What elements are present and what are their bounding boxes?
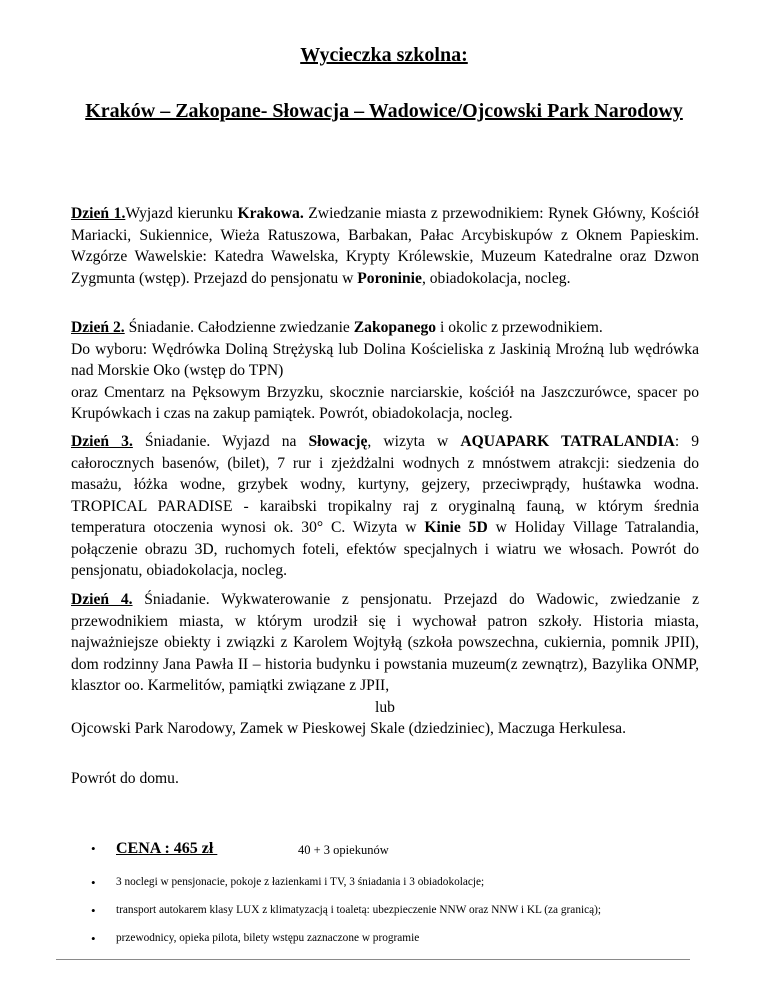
includes-item: 3 noclegi w pensjonacie, pokoje z łazienkami i TV, 3 śniadania i 3 obiadokolacje; [116, 876, 485, 888]
day-4-paragraph [71, 589, 699, 740]
day-2-extra: oraz Cmentarz na Pęksowym Brzyzku, skocznie narciarskie, kościół na Jaszczurówce, spacer po Krupówkach i czas na zakup pamiątek. Powrót, obiadokolacja, nocleg. [71, 383, 699, 422]
day-3-paragraph [71, 431, 699, 582]
day-2-options: Do wyboru: Wędrówka Doliną Strężyską lub Dolina Kościeliska z Jaskinią Mroźną lub wędrówka nad Morskie Oko (wstęp do TPN) [71, 340, 699, 379]
day-4-alternative: Ojcowski Park Narodowy, Zamek w Pieskowej Skale (dziedziniec), Maczuga Herkulesa. [71, 720, 626, 737]
return-home: Powrót do domu. [71, 770, 179, 787]
price: CENA : 465 zł [116, 840, 218, 857]
bottom-divider [56, 959, 690, 960]
day-1-paragraph [71, 203, 699, 289]
document-title: Wycieczka szkolna: [300, 44, 468, 66]
day-4-label: Dzień 4. [71, 591, 133, 608]
day-1-text-2: Zwiedzanie miasta z przewodnikiem: Rynek Główny, Kościół Mariacki, Sukiennice, Wieża Ratuszowa, Barbakan, Pałac Arcybiskupów z Oknem Papieskim. Wzgórze Wawelskie: Katedra Wawelska, Krypty Królewskie, Muzeum Katedralne oraz Dzwon Zygmunta (wstęp). Przejazd do pensjonatu w [71, 205, 699, 287]
day-4-or: lub [375, 698, 395, 716]
day-2-paragraph [71, 317, 699, 425]
includes-item: transport autokarem klasy LUX z klimatyzacją i toaletą: ubezpieczenie NNW oraz NNW i KL (za granicą); [116, 904, 602, 916]
day-1-city: Krakowa. [237, 205, 304, 222]
day-2-text: Śniadanie. Całodzienne zwiedzanie [124, 319, 354, 336]
bullet-icon: • [91, 931, 96, 946]
day-3-country: Słowację [308, 433, 368, 450]
day-3-text-4: w Holiday Village Tatralandia, połączenie obrazu 3D, ruchomych foteli, efektów specjalnych i wiatru we włosach. Powrót do pensjonatu, obiadokolacja, nocleg. [71, 519, 699, 579]
group-size: 40 + 3 opiekunów [298, 843, 389, 857]
day-2-label: Dzień 2. [71, 319, 125, 336]
day-3-label: Dzień 3. [71, 433, 133, 450]
day-3-text-2: , wizyta w [367, 433, 461, 450]
day-2-text-2: i okolic z przewodnikiem. [436, 319, 603, 336]
day-3-text-3: : 9 całorocznych basenów, (bilet), 7 rur i zjeżdżalni wodnych z mnóstwem atrakcji: siedzenia do masażu, łóżka wodne, grzybek wodny, kurtyny, gejzery, przeciwprądy, huśtawka wodna. TROPICAL PARADISE - karaibski tropikalny raj z oryginalną fauną, w którym średnia temperatura otoczenia wynosi ok. 30° C. Wizyta w [71, 433, 700, 536]
day-4-text: Śniadanie. Wykwaterowanie z pensjonatu. Przejazd do Wadowic, zwiedzanie z przewodnikiem miasta, w którym urodził się i wychował patron szkoły. Historia miasta, najważniejsze obiekty i związki z Karolem Wojtyłą (szkoła powszechna, cukiernia, pomnik JPII), dom rodzinny Jana Pawła II – historia budynku i powstania muzeum(z zewnątrz), Bazylika ONMP, klasztor oo. Karmelitów, pamiątki związane z JPII, [71, 591, 700, 694]
document-subtitle: Kraków – Zakopane- Słowacja – Wadowice/Ojcowski Park Narodowy [85, 100, 683, 122]
day-3-aquapark: AQUAPARK TATRALANDIA [460, 433, 675, 450]
day-1-label: Dzień 1. [71, 205, 126, 222]
day-2-city: Zakopanego [353, 319, 437, 336]
bullet-icon: • [91, 875, 96, 890]
day-1-text-3: , obiadokolacja, nocleg. [421, 269, 571, 287]
includes-item: przewodnicy, opieka pilota, bilety wstępu zaznaczone w programie [116, 932, 420, 944]
bullet-icon: • [91, 841, 96, 856]
day-1-text: Wyjazd kierunku [125, 205, 238, 222]
day-3-text: Śniadanie. Wyjazd na [132, 433, 309, 450]
day-3-cinema: Kinie 5D [424, 519, 488, 536]
bullet-icon: • [91, 903, 96, 918]
day-1-lodging: Poroninie [357, 269, 422, 287]
